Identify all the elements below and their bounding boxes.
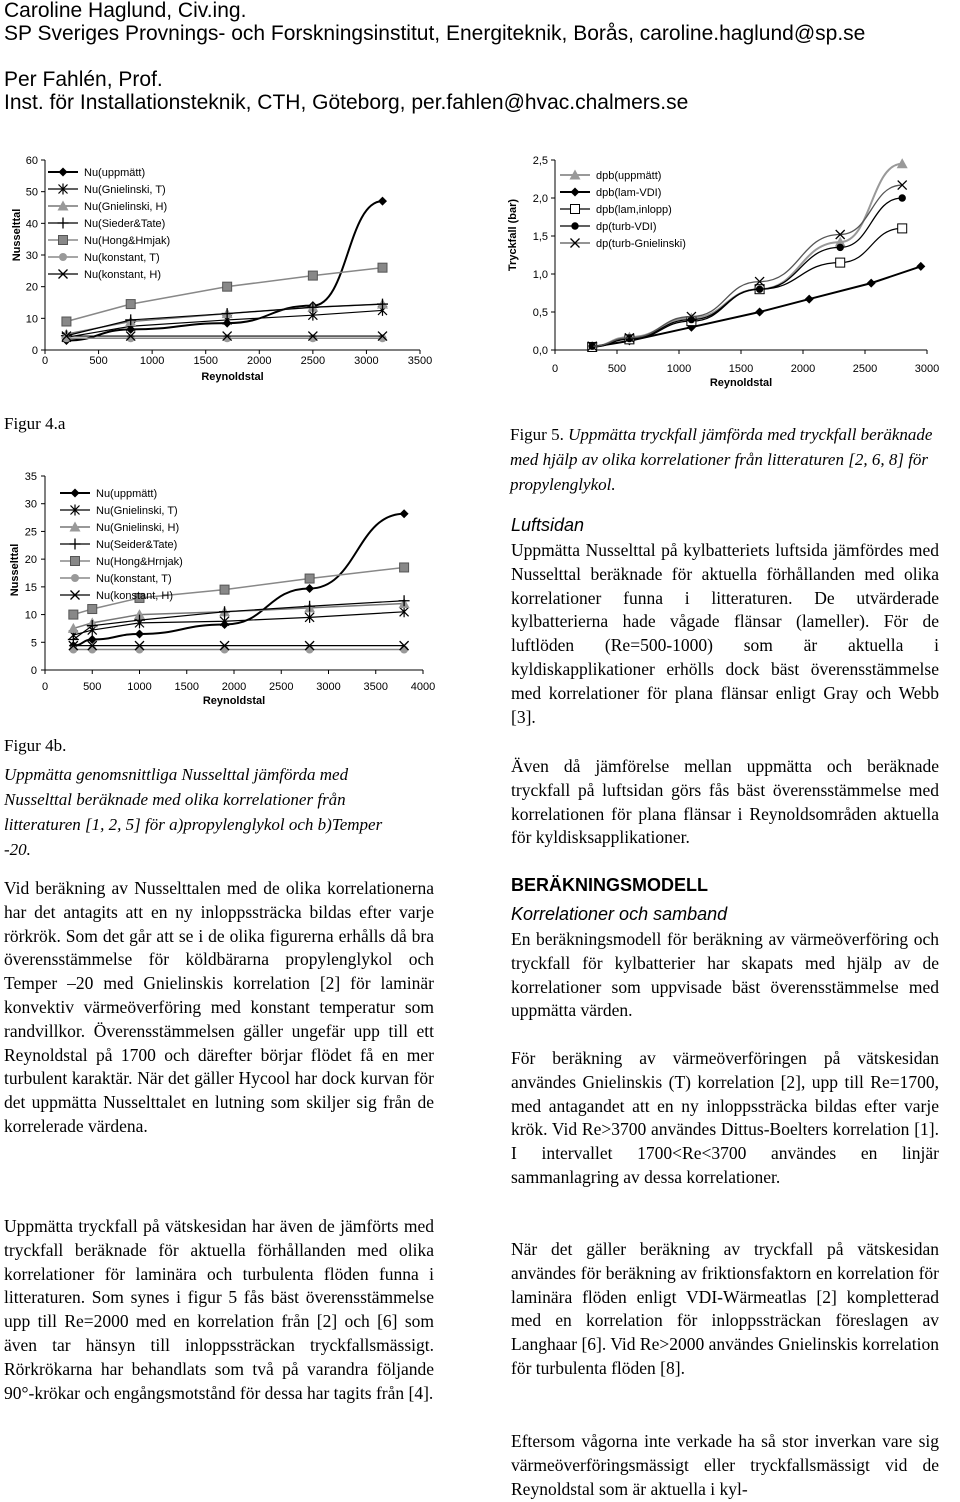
legend-label: Nu(Sieder&Tate) (84, 218, 166, 230)
fig4a-caption: Figur 4.a (4, 414, 66, 433)
x-axis-label: Reynoldstal (709, 377, 773, 389)
left-paragraph-2: Uppmätta tryckfall på vätskesidan har även de jämförts med tryckfall beräknade för aktuella förhållanden med olika korrelationer för laminära och turbulenta flöden funna i litteraturen. Som synes i figur 5 fås bäst överensstämmelse upp till Re=2000 med en korrelation från [2] och [6] som även tar hänsyn till inloppssträckan tryckfallsmässigt. Rörkrökarna har behandlats som två på varandra följande 90°-krökar och engångsmotstånd för dessa har tagits från [4]. (4, 1216, 434, 1403)
legend-item (48, 184, 166, 197)
x-tick-label: 3500 (407, 355, 433, 367)
x-tick-label: 3500 (363, 681, 388, 693)
legend-label: dpb(lam,inlopp) (596, 204, 672, 216)
legend-item (48, 167, 145, 179)
y-tick-label: 0 (31, 345, 38, 357)
author2-affiliation: Inst. för Installationsteknik, CTH, Göteborg, per.fahlen@hvac.chalmers.se (4, 91, 689, 114)
legend-label: Nu(Gnielinski, T) (84, 184, 166, 196)
legend-item (60, 573, 172, 585)
legend-label: Nu(Gnielinski, T) (96, 505, 178, 517)
y-tick-label: 25 (24, 526, 37, 539)
right-paragraph-6: Eftersom vågorna inte verkade ha så stor inverkan vare sig värmeöverföringsmässigt eller tryckfallsmässigt vid de Reynoldstal som är aktuella i kyl- (511, 1431, 939, 1499)
legend-label: dp(turb-VDI) (596, 221, 657, 233)
y-axis-label: Nusselttal (11, 208, 23, 262)
x-tick-label: 500 (607, 363, 627, 375)
x-axis-label: Reynoldstal (202, 695, 266, 707)
y-tick-label: 30 (25, 250, 38, 262)
x-tick-label: 2500 (269, 681, 294, 693)
x-tick-label: 1500 (728, 363, 754, 375)
x-tick-label: 500 (83, 681, 102, 693)
data-point (220, 585, 229, 594)
data-point (68, 634, 79, 645)
y-tick-label: 40 (25, 218, 38, 231)
legend-item (560, 187, 661, 199)
data-point (756, 286, 763, 293)
y-tick-label: 2,0 (532, 193, 548, 205)
legend-marker (71, 574, 79, 582)
legend-marker (59, 236, 68, 245)
data-point (136, 645, 144, 653)
x-tick-label: 1000 (666, 363, 692, 375)
data-point (62, 317, 71, 326)
legend-label: Nu(konstant, H) (96, 590, 174, 602)
y-tick-label: 30 (24, 498, 37, 511)
legend-label: Nu(uppmätt) (84, 167, 146, 179)
right-paragraph-4: För beräkning av värmeöverföringen på vätskesidan användes Gnielinskis (T) korrelation [2], upp till Re=1700, med antagandet att en ny inloppssträcka bildas efter varje krök. Vid Re>3700 användes Dittus-Boelters korrelation [1]. I intervallet 1700<Re<3700 användes en linjär sammanlagring av dessa korrelationer. (511, 1048, 939, 1187)
data-point (308, 271, 317, 280)
y-axis-label: Tryckfall (bar) (507, 198, 519, 272)
legend-item (60, 590, 173, 602)
legend-label: dpb(uppmätt) (596, 170, 662, 182)
data-point (898, 224, 907, 233)
fig5-caption-label: Figur 5. (510, 425, 564, 444)
data-point (755, 308, 764, 317)
y-tick-label: 5 (30, 637, 37, 650)
chart-fig4b (0, 460, 470, 710)
y-tick-label: 1,5 (532, 231, 548, 243)
data-point (88, 605, 97, 614)
data-point (378, 263, 387, 272)
fig5-caption-text: Uppmätta tryckfall jämförda med tryckfall beräknade med hjälp av olika korrelationer från litteraturen [2, 6, 8] för propylenglykol. (510, 425, 933, 494)
legend-item (60, 539, 177, 552)
series-4 (589, 194, 906, 350)
data-point (399, 595, 410, 606)
legend-label: Nu(Gnielinski, H) (84, 201, 168, 213)
y-tick-label: 0,5 (532, 307, 548, 319)
legend-marker (571, 205, 580, 214)
x-tick-label: 0 (41, 355, 49, 367)
legend-item (560, 238, 686, 250)
legend-item (60, 556, 183, 568)
right-paragraph-5: När det gäller beräkning av tryckfall på vätskesidan användes för beräkning av friktionsfaktorn en korrelation för laminära flöden enligt VDI-Wärmeatlas [2] kompletterad med en korrelation för inloppssträckan föreslagen av Langhaar [6]. Vid Re>2000 användes Gnielinskis korrelation för turbulenta flöden [8]. (511, 1239, 939, 1378)
legend-label: Nu(Gnielinski, H) (96, 522, 180, 534)
legend-label: Nu(konstant, H) (84, 269, 162, 281)
y-tick-label: 20 (25, 281, 38, 294)
series-6 (69, 645, 408, 653)
legend-label: Nu(Seider&Tate) (96, 539, 178, 551)
data-point (867, 279, 876, 288)
legend-marker (59, 253, 67, 261)
right-paragraph-3: En beräkningsmodell för beräkning av värmeöverföring och tryckfall för kylbatterier har skapats med hjälp av de korrelationer som uppvisade bäst överensstämmelse med uppmätta värden. (511, 929, 939, 1021)
data-point (899, 194, 906, 201)
legend-marker (71, 489, 80, 498)
data-point (916, 262, 925, 271)
y-tick-label: 0,0 (532, 345, 548, 357)
data-point (69, 610, 78, 619)
legend-label: Nu(Hong&Hrnjak) (96, 556, 183, 568)
fig4b-caption-text: Uppmätta genomsnittliga Nusselttal jämförda med Nusselttal beräknade med olika korrelationer från litteraturen [1, 2, 5] för a)propylenglykol och b)Temper -20. (4, 765, 383, 859)
legend-item (560, 170, 661, 183)
legend-label: Nu(konstant, T) (84, 252, 160, 264)
series-line (73, 603, 404, 628)
legend-item (48, 201, 167, 214)
data-point (305, 584, 314, 593)
data-point (805, 295, 814, 304)
legend-marker (58, 218, 69, 229)
data-point (837, 244, 844, 251)
legend-item (560, 204, 672, 216)
data-point (221, 645, 229, 653)
legend-item (48, 235, 170, 247)
x-tick-label: 2500 (300, 355, 326, 367)
x-tick-label: 2500 (852, 363, 878, 375)
legend-marker (571, 222, 578, 229)
legend-item (48, 218, 165, 231)
data-point (69, 645, 77, 653)
legend-item (60, 488, 157, 500)
x-tick-label: 2000 (247, 355, 272, 367)
right-paragraph-1: Uppmätta Nusselttal på kylbatteriets luftsida jämfördes med Nusselttal beräknade för aktuella förhållanden med olika korrelationer funna i litteraturen. De utvärderade kylbatterierna hade vågade flänsar (lameller). För de luftlöden (Re=500-1000) som är aktuella i kyldiskapplikationer erhölls dock bäst överensstämmelse med korrelationer för plana flänsar enligt Gray och Webb [3]. (511, 540, 939, 727)
data-point (400, 563, 409, 572)
legend-marker (70, 539, 81, 550)
data-point (126, 300, 135, 309)
data-point (223, 282, 232, 291)
x-tick-label: 1500 (174, 681, 199, 693)
x-tick-label: 4000 (410, 681, 436, 693)
data-point (305, 574, 314, 583)
legend-label: Nu(Hong&Hmjak) (84, 235, 171, 247)
y-tick-label: 2,5 (532, 155, 548, 167)
x-tick-label: 1500 (193, 355, 218, 367)
y-tick-label: 50 (25, 186, 38, 199)
y-tick-label: 1,0 (532, 269, 548, 281)
y-axis-label: Nusselttal (9, 543, 21, 597)
data-point (400, 509, 409, 518)
fig5-caption (510, 422, 950, 497)
legend-label: Nu(uppmätt) (96, 488, 158, 500)
legend-marker (571, 188, 580, 197)
author1-name: Caroline Haglund, Civ.ing. (4, 0, 247, 22)
legend-marker (59, 168, 68, 177)
legend-label: Nu(konstant, T) (96, 573, 172, 585)
legend-item (48, 269, 161, 281)
x-tick-label: 2000 (221, 681, 247, 693)
data-point (306, 645, 314, 653)
subsection-heading: Korrelationer och samband (511, 904, 728, 924)
x-tick-label: 0 (551, 363, 559, 375)
data-point (135, 629, 144, 638)
x-tick-label: 1000 (139, 355, 165, 367)
legend-label: dpb(lam-VDI) (596, 187, 662, 199)
data-point (88, 645, 96, 653)
author2-name: Per Fahlén, Prof. (4, 68, 163, 91)
x-tick-label: 500 (89, 355, 108, 367)
x-tick-label: 1000 (127, 681, 152, 693)
chart-fig4a (0, 140, 470, 390)
x-tick-label: 0 (41, 681, 49, 693)
y-tick-label: 10 (25, 313, 38, 326)
x-tick-label: 2000 (790, 363, 816, 375)
luftsidan-heading: Luftsidan (511, 515, 585, 535)
x-tick-label: 3000 (914, 363, 940, 375)
chart-fig5 (500, 140, 960, 390)
x-tick-label: 3000 (354, 355, 379, 367)
left-paragraph-1: Vid beräkning av Nusselttalen med de olika korrelationerna har det antagits att en ny inloppssträcka bildas efter varje rörkrök. Som det går att se i de olika figurerna erhålls då bra överensstämmelse för köldbärarna propylenglykol och Temper –20 med Gnielinskis korrelation [2] för laminär konvektiv värmeöverföring med konstant temperatur som randvillkor. Överensstämmelsen gäller ungefär upp till ett Reynoldstal på 1700 och därefter börjar flödet få en mer turbulent karaktär. När det gäller Hycool har dock kurvan för det uppmätta Nusselttalet en lutning som skiljer sig från de korrelerade värdena. (4, 878, 434, 1136)
legend-label: dp(turb-Gnielinski) (596, 238, 686, 250)
legend-item (560, 221, 657, 233)
data-point (836, 258, 845, 267)
fig4b-caption-label: Figur 4b. (4, 736, 67, 755)
x-axis-label: Reynoldstal (201, 371, 264, 383)
x-tick-label: 3000 (316, 681, 341, 693)
legend-item (48, 252, 160, 264)
y-tick-label: 20 (24, 554, 37, 567)
section-heading: BERÄKNINGSMODELL (511, 875, 708, 895)
series-7 (62, 332, 387, 341)
y-tick-label: 15 (24, 581, 37, 594)
y-tick-label: 0 (30, 665, 37, 677)
y-tick-label: 35 (24, 471, 37, 483)
legend-marker (71, 557, 80, 566)
data-point (400, 645, 408, 653)
author1-affiliation: SP Sveriges Provnings- och Forskningsinstitut, Energiteknik, Borås, caroline.haglund@sp.se (4, 22, 866, 45)
legend-item (60, 505, 178, 518)
y-tick-label: 60 (25, 155, 38, 167)
y-tick-label: 10 (24, 609, 37, 622)
data-point (378, 197, 387, 206)
right-paragraph-2: Även då jämförelse mellan uppmätta och beräknade tryckfall på luftsidan görs fås bäst överensstämmelse med korrelationen för plana flänsar i Reynoldsområden aktuella för kyldisksapplikationer. (511, 756, 939, 848)
legend-item (60, 522, 179, 535)
